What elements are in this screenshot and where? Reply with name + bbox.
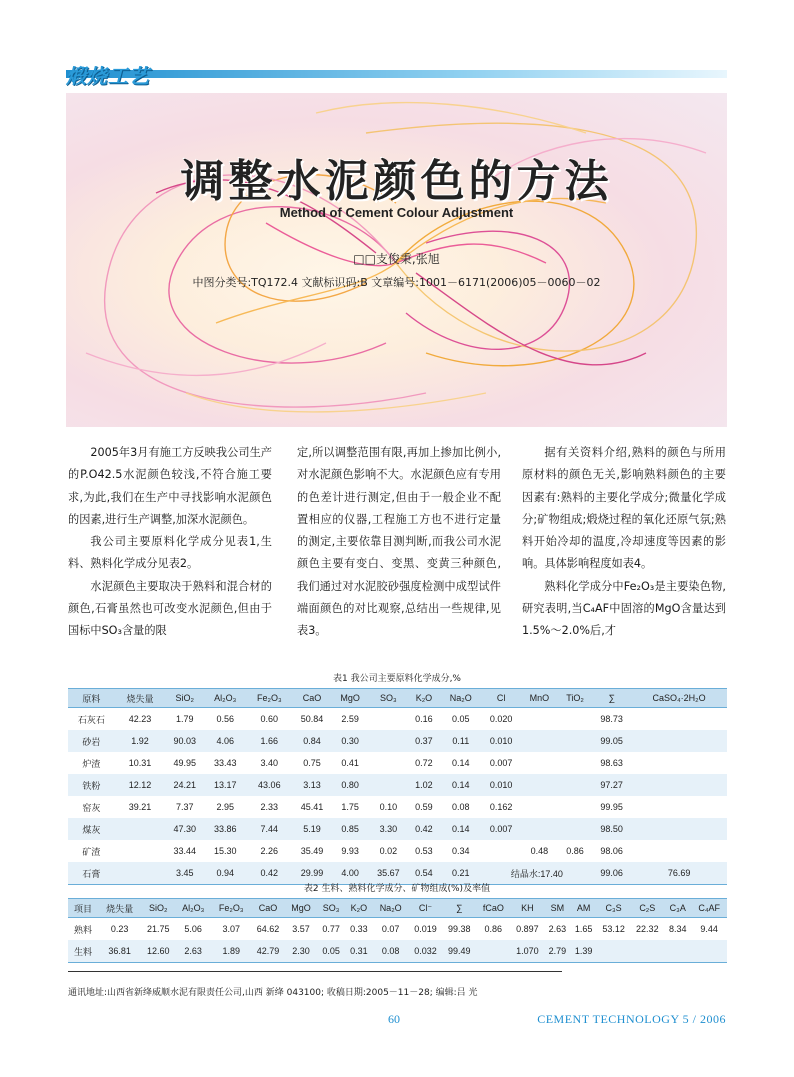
column-header: C₃A xyxy=(664,899,691,918)
table1-caption: 表1 我公司主要原料化学成分,% xyxy=(332,674,461,684)
table-cell: 7.37 xyxy=(175,802,194,812)
table-cell: 43.06 xyxy=(246,774,292,796)
table-cell: 39.21 xyxy=(128,802,152,812)
column-header: SO₃ xyxy=(317,899,345,918)
table-row xyxy=(68,774,727,796)
table-cell: 1.02 xyxy=(408,774,440,796)
table-cell xyxy=(664,940,691,963)
table-cell xyxy=(369,708,408,731)
table-cell xyxy=(521,818,558,840)
table-cell: 0.31 xyxy=(345,940,373,963)
table-cell: 2.63 xyxy=(175,940,211,963)
table-cell: 0.59 xyxy=(415,802,433,812)
column-header: Na₂O xyxy=(373,899,409,918)
table-cell: 3.57 xyxy=(292,924,310,934)
table-cell: 33.86 xyxy=(204,818,246,840)
table-cell: 0.14 xyxy=(440,818,482,840)
table-cell: 熟料 xyxy=(73,924,92,935)
column-header: SO₃ xyxy=(369,689,408,708)
table-row xyxy=(68,840,727,862)
table-cell: 石膏 xyxy=(68,862,115,885)
table-cell: 0.80 xyxy=(332,774,369,796)
table-cell xyxy=(521,774,558,796)
table-cell xyxy=(631,752,727,774)
journal-name: CEMENT TECHNOLOGY 5 / 2006 xyxy=(537,1012,726,1026)
table-cell: 0.53 xyxy=(415,846,433,856)
table-cell: 0.010 xyxy=(482,730,521,752)
section-header xyxy=(66,60,727,88)
paragraph: 熟料化学成分中Fe₂O₃是主要染色物,研究表明,当C₄AF中固溶的MgO含量达到1.5%～2.0%后,才 xyxy=(522,579,726,638)
table-cell: 0.897 xyxy=(516,924,539,934)
body-column-1 xyxy=(68,442,272,643)
table-cell: 47.30 xyxy=(165,818,204,840)
table-cell xyxy=(558,818,592,840)
table-cell: 0.10 xyxy=(379,802,398,812)
table-cell xyxy=(631,708,727,731)
table-cell xyxy=(476,940,510,963)
table-cell: 0.30 xyxy=(332,730,369,752)
table-cell: 0.34 xyxy=(452,846,470,856)
column-header: AM xyxy=(571,899,597,918)
table-cell: 0.05 xyxy=(317,940,345,963)
table-cell: 2.26 xyxy=(260,846,279,856)
table-cell: 99.38 xyxy=(447,924,471,934)
table-cell xyxy=(631,840,727,862)
column-header: K₂O xyxy=(408,689,440,708)
table-header-row xyxy=(68,899,727,918)
table-cell: 2.63 xyxy=(548,924,567,934)
column-header: C₂S xyxy=(630,899,664,918)
table-cell: 12.60 xyxy=(141,940,175,963)
column-header: Al₂O₃ xyxy=(175,899,211,918)
table-cell: 石灰石 xyxy=(77,714,105,725)
column-header: Na₂O xyxy=(440,689,482,708)
table-cell: 98.06 xyxy=(600,846,623,856)
table-cell: 1.66 xyxy=(246,730,292,752)
table-cell: 砂岩 xyxy=(68,730,115,752)
table-cell: 35.49 xyxy=(300,846,324,856)
table-cell xyxy=(521,730,558,752)
table-cell: 1.65 xyxy=(574,924,593,934)
table-cell: 3.30 xyxy=(369,818,408,840)
table-cell: 99.06 xyxy=(592,862,631,885)
column-header: Al₂O₃ xyxy=(204,689,246,708)
column-header: Cl xyxy=(482,689,521,708)
table-cell xyxy=(369,774,408,796)
footnote: 通讯地址:山西省新绛威顺水泥有限责任公司,山西 新绛 043100; 收稿日期:2005－11－28; 编辑:吕 光 xyxy=(68,988,478,998)
table-cell: 45.41 xyxy=(300,802,324,812)
table-row xyxy=(68,818,727,840)
table-cell: 0.020 xyxy=(489,714,513,724)
table-cell: 0.032 xyxy=(409,940,443,963)
table-cell: 0.77 xyxy=(322,924,340,934)
column-header: CaO xyxy=(251,899,285,918)
table-cell: 99.49 xyxy=(442,940,476,963)
table-row xyxy=(68,708,727,731)
table-cell: 0.37 xyxy=(408,730,440,752)
table-cell: 1.79 xyxy=(175,714,194,724)
table-cell: 0.72 xyxy=(415,758,433,768)
table-cell xyxy=(369,730,408,752)
column-header: 烧失量 xyxy=(115,689,165,708)
table-cell xyxy=(630,940,664,963)
column-header: KH xyxy=(511,899,545,918)
table-cell xyxy=(691,940,727,963)
table-cell: 7.44 xyxy=(246,818,292,840)
table-cell: 0.07 xyxy=(381,924,400,934)
table-cell: 0.60 xyxy=(260,714,279,724)
article-title: 调整水泥颜色的方法 xyxy=(180,156,613,207)
raw-meal-clinker-table xyxy=(68,898,727,963)
table-cell: 49.95 xyxy=(173,758,196,768)
table-cell: 3.45 xyxy=(165,862,204,885)
table-cell: 2.33 xyxy=(260,802,279,812)
table-cell xyxy=(631,730,727,752)
column-header: SM xyxy=(544,899,570,918)
table-cell: 0.21 xyxy=(440,862,482,885)
table-cell: 窑灰 xyxy=(82,802,101,813)
table-cell: 98.73 xyxy=(600,714,623,724)
paragraph: 我公司主要原料化学成分见表1,生料、熟料化学成分见表2。 xyxy=(68,535,272,571)
table-cell: 矿渣 xyxy=(82,846,101,857)
raw-materials-table xyxy=(68,688,727,885)
table-row xyxy=(68,918,727,941)
table-cell: 0.08 xyxy=(452,802,470,812)
table-cell: 3.07 xyxy=(222,924,240,934)
table-cell xyxy=(631,774,727,796)
table-cell: 99.05 xyxy=(592,730,631,752)
table-cell: 33.44 xyxy=(173,846,196,856)
table-cell: 64.62 xyxy=(256,924,280,934)
table-cell: 0.010 xyxy=(482,774,521,796)
table-cell: 98.50 xyxy=(592,818,631,840)
column-header: 烧失量 xyxy=(98,899,141,918)
paragraph: 2005年3月有施工方反映我公司生产的P.O42.5水泥颜色较浅,不符合施工要求,为此,我们在生产中寻找影响水泥颜色的因素,进行生产调整,加深水泥颜色。 xyxy=(68,446,272,526)
table-cell: 13.17 xyxy=(204,774,246,796)
footnote-divider xyxy=(68,971,562,972)
table-cell xyxy=(115,840,165,862)
column-header: MgO xyxy=(332,689,369,708)
table-cell xyxy=(631,818,727,840)
table-cell xyxy=(631,796,727,818)
table-cell: 5.19 xyxy=(292,818,331,840)
table-cell: 50.84 xyxy=(300,714,324,724)
table-cell: 4.00 xyxy=(332,862,369,885)
classification-line: 中图分类号:TQ172.4 文献标识码:B 文章编号:1001－6171(2006)05－0060－02 xyxy=(192,276,601,289)
table-cell: 0.007 xyxy=(489,758,513,768)
table-cell: 22.32 xyxy=(636,924,659,934)
table-cell: 生料 xyxy=(68,940,98,963)
column-header: 项目 xyxy=(68,899,98,918)
column-header: K₂O xyxy=(345,899,373,918)
column-header: Cl⁻ xyxy=(409,899,443,918)
table-cell: 0.41 xyxy=(341,758,359,768)
table-cell xyxy=(558,774,592,796)
column-header: ∑ xyxy=(442,899,476,918)
table-cell: 0.02 xyxy=(379,846,398,856)
table-cell: 铁粉 xyxy=(68,774,115,796)
table-cell: 0.42 xyxy=(408,818,440,840)
column-header: TiO₂ xyxy=(558,689,592,708)
table-cell: 0.42 xyxy=(246,862,292,885)
table-cell xyxy=(521,752,558,774)
table-cell: 15.30 xyxy=(213,846,237,856)
table-cell: 36.81 xyxy=(98,940,141,963)
table-cell: 33.43 xyxy=(213,758,237,768)
table-row xyxy=(68,730,727,752)
table-cell: 1.39 xyxy=(571,940,597,963)
table-cell: 1.89 xyxy=(211,940,251,963)
table-cell: 98.63 xyxy=(600,758,623,768)
table-cell: 76.69 xyxy=(631,862,727,885)
table-cell xyxy=(558,730,592,752)
table-cell: 10.31 xyxy=(128,758,152,768)
column-header: ∑ xyxy=(592,689,631,708)
table-cell xyxy=(115,818,165,840)
column-header: CaSO₄·2H₂O xyxy=(631,689,727,708)
column-header: 原料 xyxy=(68,689,115,708)
table-cell: 0.56 xyxy=(216,714,234,724)
table-cell: 0.48 xyxy=(530,846,549,856)
column-header: C₃S xyxy=(597,899,631,918)
table-cell xyxy=(521,796,558,818)
table-cell: 0.54 xyxy=(408,862,440,885)
table-cell: 0.75 xyxy=(303,758,321,768)
table-cell: 0.14 xyxy=(452,758,470,768)
table-cell: 3.40 xyxy=(260,758,279,768)
table-row xyxy=(68,752,727,774)
table-cell: 12.12 xyxy=(115,774,165,796)
table-cell: 90.03 xyxy=(165,730,204,752)
table-cell: 0.84 xyxy=(292,730,331,752)
column-header: C₄AF xyxy=(691,899,727,918)
column-header: fCaO xyxy=(476,899,510,918)
table-cell: 0.86 xyxy=(484,924,503,934)
body-column-3 xyxy=(522,442,726,643)
table-cell: 0.019 xyxy=(414,924,437,934)
table-cell: 0.33 xyxy=(350,924,368,934)
table-cell xyxy=(369,752,408,774)
table-cell: 97.27 xyxy=(592,774,631,796)
table-cell: 8.34 xyxy=(669,924,687,934)
table-cell: 0.05 xyxy=(452,714,470,724)
table-cell xyxy=(558,752,592,774)
table-cell: 0.14 xyxy=(440,774,482,796)
section-title: 煅烧工艺 xyxy=(66,64,150,88)
table-cell: 1.75 xyxy=(341,802,359,812)
table-cell: 2.59 xyxy=(341,714,359,724)
table-cell: 煤灰 xyxy=(68,818,115,840)
body-column-2 xyxy=(297,442,501,643)
table-cell: 99.95 xyxy=(600,802,623,812)
table-cell: 1.92 xyxy=(115,730,165,752)
table-cell: 5.06 xyxy=(184,924,202,934)
table-cell: 0.08 xyxy=(373,940,409,963)
table-cell: 1.070 xyxy=(511,940,545,963)
hero-banner xyxy=(66,93,727,427)
table-cell: 炉渣 xyxy=(82,758,101,769)
section-bar xyxy=(66,70,727,78)
table-cell: 3.13 xyxy=(292,774,331,796)
table-cell xyxy=(597,940,631,963)
table-cell: 0.007 xyxy=(482,818,521,840)
table-row xyxy=(68,940,727,963)
table-header-row xyxy=(68,689,727,708)
column-header: Fe₂O₃ xyxy=(211,899,251,918)
table-cell: 0.94 xyxy=(204,862,246,885)
paragraph: 定,所以调整范围有限,再加上掺加比例小,对水泥颜色影响不大。水泥颜色应有专用的色差计进行测定,但由于一般企业不配置相应的仪器,工程施工方也不进行定量的测定,主要依靠目测判断,而我公司水泥颜色主要有变白、变黑、变黄三种颜色,我们通过对水泥胶砂强度检测中成型试件端面颜色的对比观察,总结出一些规律,见表3。 xyxy=(297,446,501,638)
column-header: MgO xyxy=(285,899,317,918)
table-cell: 9.93 xyxy=(341,846,359,856)
table-cell: 53.12 xyxy=(602,924,625,934)
table-cell: 42.79 xyxy=(251,940,285,963)
column-header: SiO₂ xyxy=(141,899,175,918)
paragraph: 水泥颜色主要取决于熟料和混合材的颜色,石膏虽然也可改变水泥颜色,但由于国标中SO₃含量的限 xyxy=(68,579,272,638)
table-cell: 2.30 xyxy=(285,940,317,963)
column-header: MnO xyxy=(521,689,558,708)
paragraph: 据有关资料介绍,熟料的颜色与所用原材料的颜色无关,影响熟料颜色的主要因素有:熟料的主要化学成分;微量化学成分;矿物组成;煅烧过程的氧化还原气氛;熟料开始冷却的温度,冷却速度等因素的影响。具体影响程度如表4。 xyxy=(522,446,726,571)
article-authors: □□支俊秉,张旭 xyxy=(353,252,440,266)
table-cell xyxy=(482,840,521,862)
table-cell: 9.44 xyxy=(700,924,718,934)
column-header: SiO₂ xyxy=(165,689,204,708)
table-cell: 0.85 xyxy=(332,818,369,840)
table-cell: 42.23 xyxy=(128,714,152,724)
table-cell: 24.21 xyxy=(165,774,204,796)
table-cell: 21.75 xyxy=(146,924,170,934)
page-number: 60 xyxy=(388,1012,400,1026)
table-cell xyxy=(558,796,592,818)
column-header: Fe₂O₃ xyxy=(246,689,292,708)
table-cell xyxy=(521,708,558,731)
table-cell: 0.11 xyxy=(440,730,482,752)
table-cell: 0.23 xyxy=(110,924,129,934)
table-cell: 0.162 xyxy=(489,802,513,812)
table-cell: 0.16 xyxy=(415,714,433,724)
table-cell: 2.79 xyxy=(544,940,570,963)
table-cell: 4.06 xyxy=(204,730,246,752)
table-cell: 29.99 xyxy=(292,862,331,885)
article-title-english: Method of Cement Colour Adjustment xyxy=(279,205,514,220)
table-row xyxy=(68,796,727,818)
table-cell: 结晶水:17.40 xyxy=(482,862,593,885)
table2-caption: 表2 生料、熟料化学成分、矿物组成(%)及率值 xyxy=(303,884,491,894)
table-cell: 0.86 xyxy=(566,846,584,856)
table-cell: 35.67 xyxy=(369,862,408,885)
table-cell xyxy=(558,708,592,731)
table-cell: 2.95 xyxy=(216,802,234,812)
column-header: CaO xyxy=(292,689,331,708)
